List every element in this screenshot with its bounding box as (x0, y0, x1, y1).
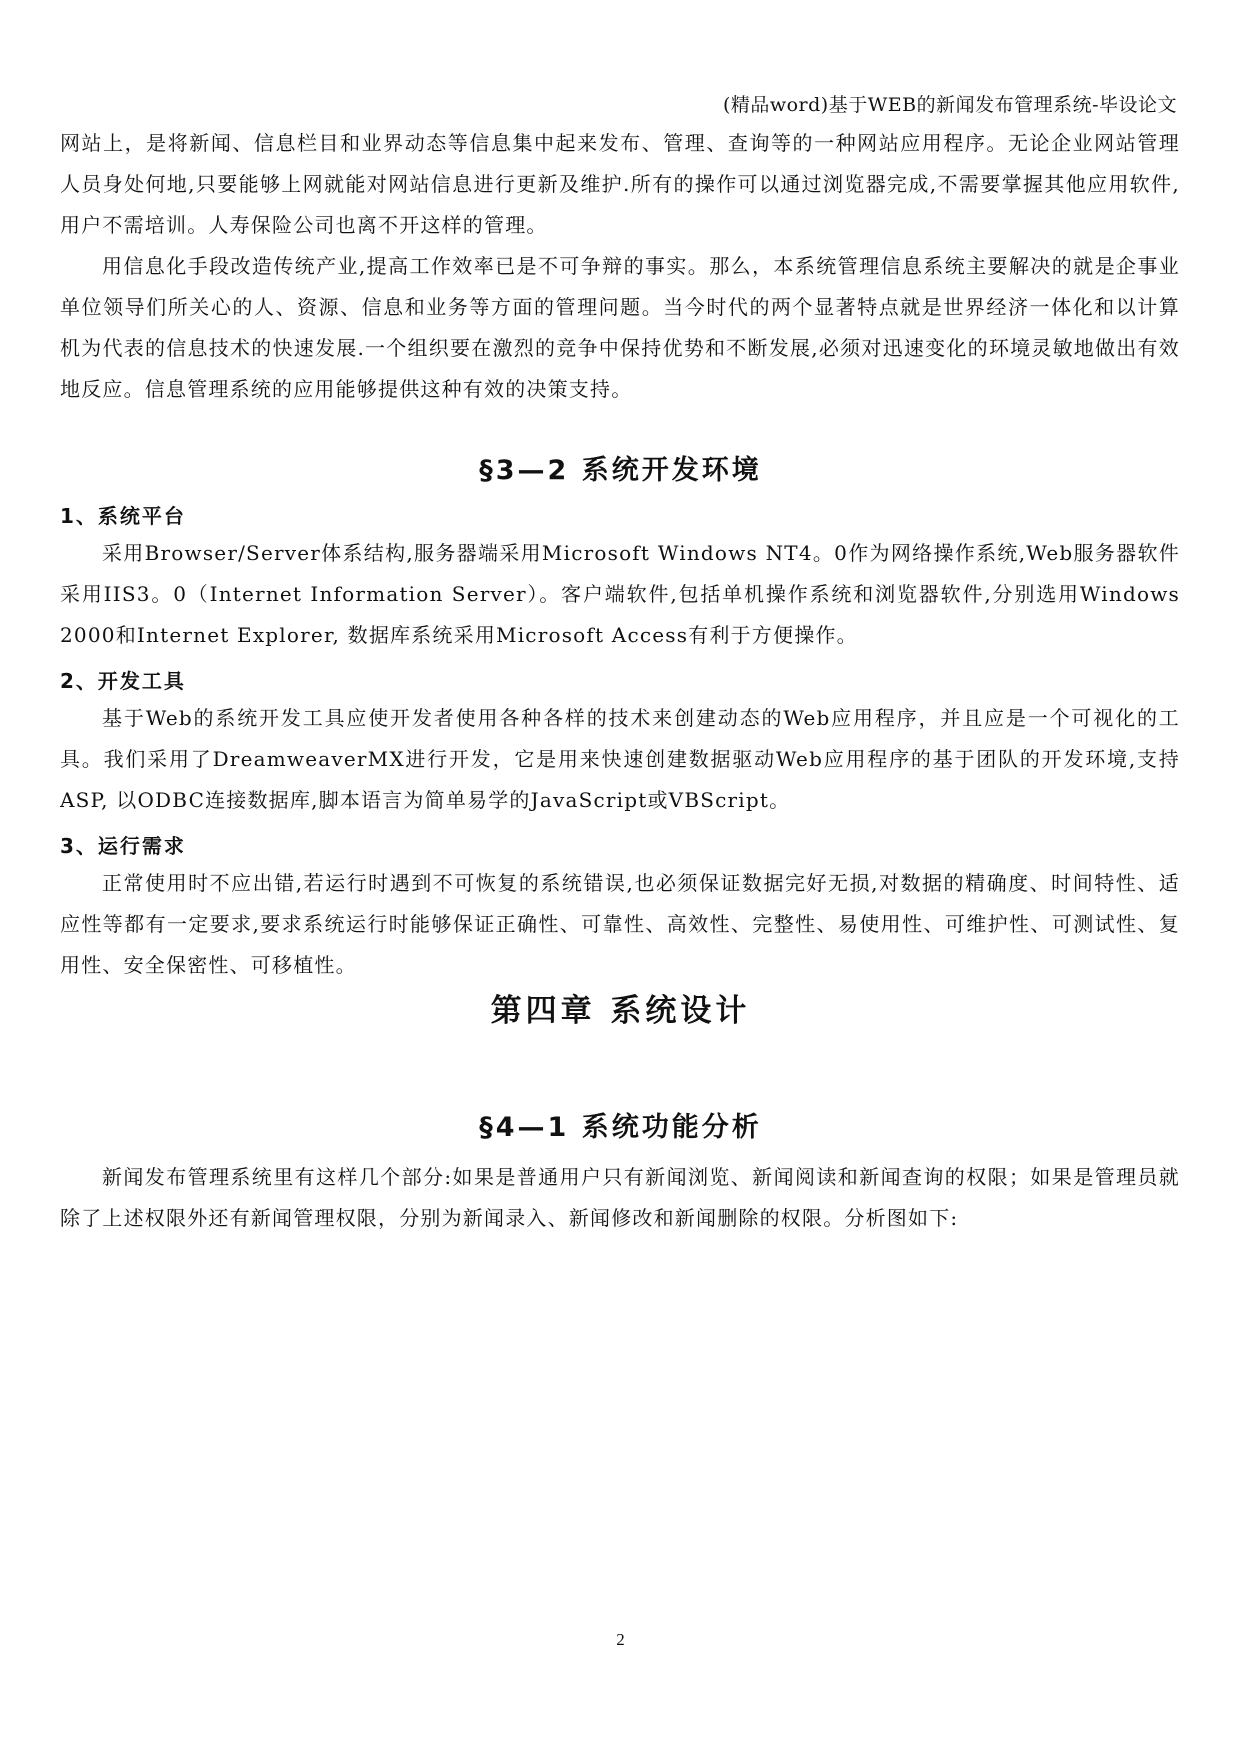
platform-paragraph: 采用Browser/Server体系结构,服务器端采用Microsoft Windows NT4。0作为网络操作系统,Web服务器软件采用IIS3。0（Internet Information Server）。客户端软件,包括单机操作系统和浏览器软件,分别选用Windows 2000和Internet Explorer, 数据库系统采用Microsoft Access有利于方便操作。 (60, 541, 1180, 647)
page-number: 2 (616, 1630, 625, 1649)
subheading-tools: 2、开发工具 (60, 669, 186, 693)
section-title-3-2: §3—2 系统开发环境 (479, 455, 762, 486)
subheading-requirements: 3、运行需求 (60, 834, 186, 858)
chapter-title: 第四章 系统设计 (490, 993, 751, 1029)
running-header: (精品word)基于WEB的新闻发布管理系统-毕设论文 (722, 94, 1177, 116)
subheading-platform: 1、系统平台 (60, 504, 186, 528)
function-analysis-paragraph: 新闻发布管理系统里有这样几个部分:如果是普通用户只有新闻浏览、新闻阅读和新闻查询的权限；如果是管理员就除了上述权限外还有新闻管理权限，分别为新闻录入、新闻修改和新闻删除的权限。分析图如下: (60, 1165, 1180, 1230)
tools-paragraph: 基于Web的系统开发工具应使开发者使用各种各样的技术来创建动态的Web应用程序，并且应是一个可视化的工具。我们采用了DreamweaverMX进行开发，它是用来快速创建数据驱动Web应用程序的基于团队的开发环境,支持ASP, 以ODBC连接数据库,脚本语言为简单易学的JavaScript或VBScript。 (60, 706, 1180, 812)
intro-paragraph-2: 用信息化手段改造传统产业,提高工作效率已是不可争辩的事实。那么，本系统管理信息系统主要解决的就是企事业单位领导们所关心的人、资源、信息和业务等方面的管理问题。当今时代的两个显著特点就是世界经济一体化和以计算机为代表的信息技术的快速发展.一个组织要在激烈的竞争中保持优势和不断发展,必须对迅速变化的环境灵敏地做出有效地反应。信息管理系统的应用能够提供这种有效的决策支持。 (60, 254, 1180, 401)
requirements-paragraph: 正常使用时不应出错,若运行时遇到不可恢复的系统错误,也必须保证数据完好无损,对数据的精确度、时间特性、适应性等都有一定要求,要求系统运行时能够保证正确性、可靠性、高效性、完整性、易使用性、可维护性、可测试性、复用性、安全保密性、可移植性。 (60, 871, 1180, 977)
intro-paragraph-1: 网站上，是将新闻、信息栏目和业界动态等信息集中起来发布、管理、查询等的一种网站应用程序。无论企业网站管理人员身处何地,只要能够上网就能对网站信息进行更新及维护.所有的操作可以通过浏览器完成,不需要掌握其他应用软件,用户不需培训。人寿保险公司也离不开这样的管理。 (60, 131, 1180, 237)
section-title-4-1: §4—1 系统功能分析 (479, 1112, 762, 1143)
